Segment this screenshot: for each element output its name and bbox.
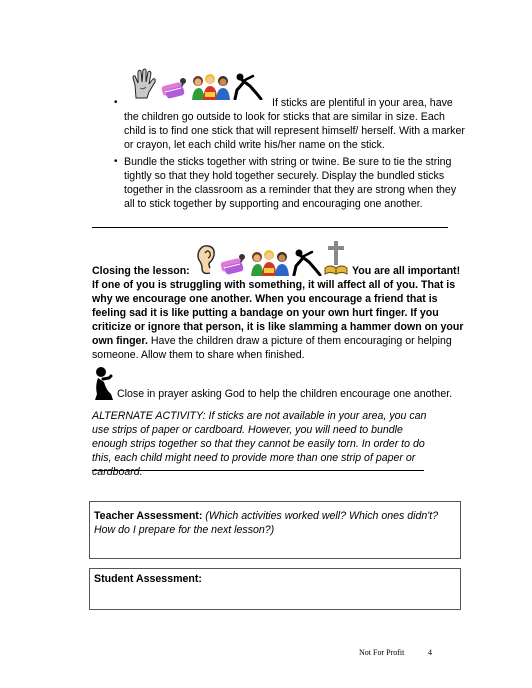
stretching-person-icon <box>292 248 322 276</box>
student-assessment-label: Student Assessment: <box>94 573 202 585</box>
sticks-bundle-icon <box>218 252 248 276</box>
bullet-1-text: If sticks are plentiful in your area, have the children go outside to look for sticks that are similar in size. Each child is to find one stick that will represent himself/ herself. With a marker or crayon, let each child write his/her name on the stick. <box>124 97 465 151</box>
bullet-2-text: Bundle the sticks together with string or twine. Be sure to tie the string tightly so that they hold together securely. Display the bundled sticks together in the classroom as a reminder that they are strong when they all to stick together by supporting and encouraging one another. <box>124 156 457 210</box>
closing-headline: You are all important! <box>352 265 461 277</box>
closing-label: Closing the lesson: <box>92 265 190 277</box>
teacher-assessment-prompt: (Which activities worked well? Which ones didn't? How do I prepare for the next lesson?) <box>94 510 439 536</box>
alternate-underline <box>92 470 424 471</box>
closing-emphasis-text: If one of you is struggling with something, it will affect all of you. That is why we encourage one another. When you encourage a friend that is feeling sad it is like putting a bandage on your own hurt finger. If you criticize or ignore that person, it is like slamming a hammer down on your own finger. <box>92 279 464 347</box>
bullet-marker: • <box>114 156 118 167</box>
children-group-icon <box>250 248 290 276</box>
teacher-assessment-box[interactable] <box>89 501 461 559</box>
cross-bible-icon <box>324 240 348 276</box>
alternate-activity-text: ALTERNATE ACTIVITY: If sticks are not available in your area, you can use strips of paper or cardboard. However, you will need to bundle enough strips together so that they cannot be easily torn. In order to do this, each child might need to provide more than one strip of paper or cardboard. <box>92 410 427 478</box>
closing-instruction-text: Have the children draw a picture of them encouraging or helping someone. Allow them to share when finished. <box>92 335 452 361</box>
praying-child-icon <box>92 366 118 406</box>
ear-icon <box>196 244 216 276</box>
prayer-text: Close in prayer asking God to help the children encourage one another. <box>117 388 453 400</box>
closing-icons-row <box>196 240 348 276</box>
teacher-assessment-label: Teacher Assessment: <box>94 510 203 522</box>
teacher-assessment-content <box>94 509 454 537</box>
page-number: 4 <box>428 648 432 657</box>
student-assessment-box[interactable] <box>89 568 461 610</box>
closing-body <box>92 278 464 362</box>
section-divider <box>92 227 448 228</box>
footer-note: Not For Profit <box>359 648 405 657</box>
bullet-marker: • <box>114 97 118 108</box>
